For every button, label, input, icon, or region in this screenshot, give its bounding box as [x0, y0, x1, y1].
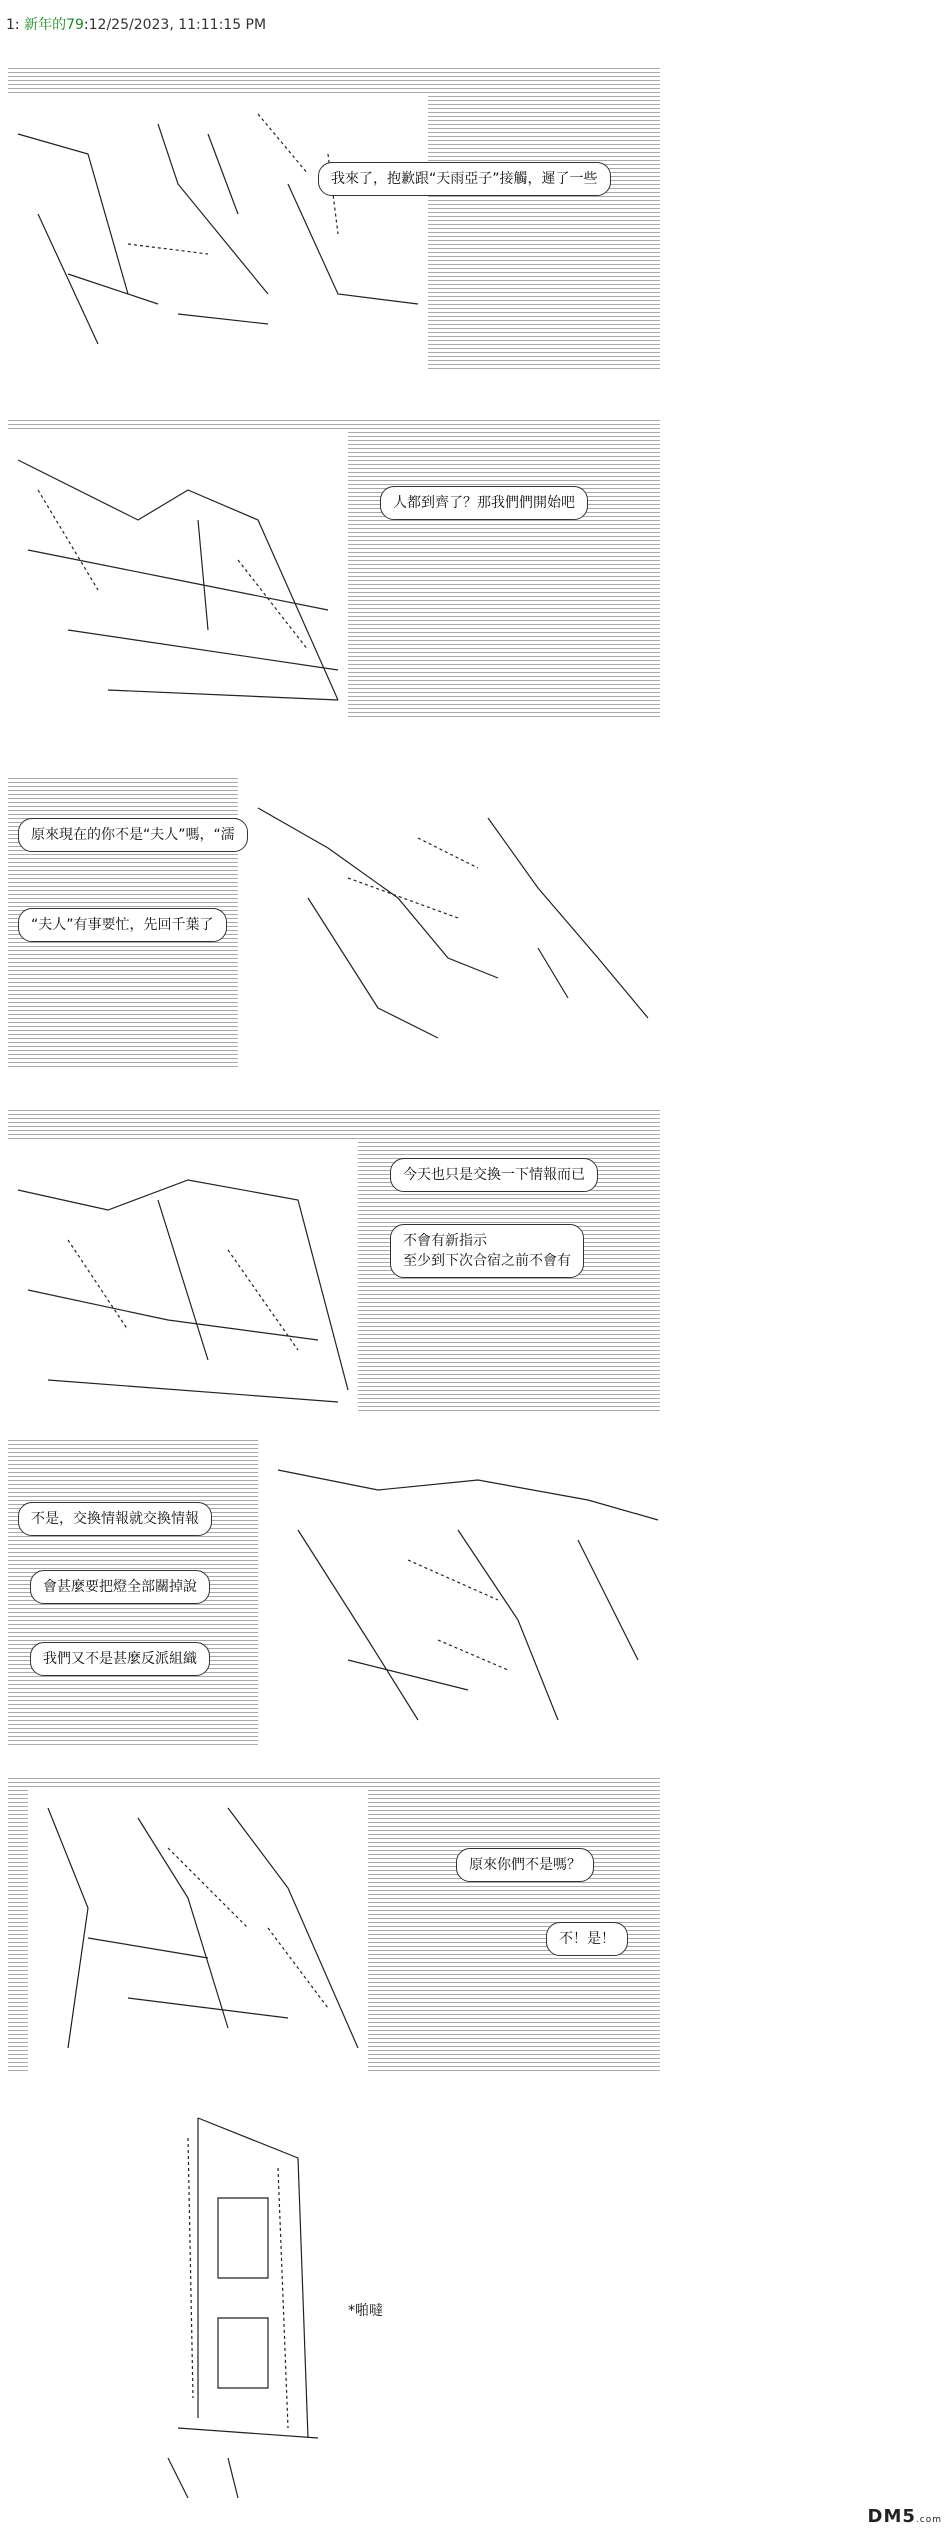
- panel-4: [8, 1110, 660, 1412]
- watermark-text: DM5: [867, 2506, 916, 2527]
- site-watermark: [868, 2506, 942, 2527]
- speech-bubble: [18, 908, 227, 942]
- ascii-art-figure: [8, 1140, 358, 1412]
- bubble-text: 我來了，抱歉跟“天雨亞子”接觸，遲了一些: [331, 171, 598, 187]
- author-name[interactable]: 新年的79: [24, 17, 84, 33]
- panel-1: [8, 68, 660, 370]
- bubble-text: 原來你們不是嗎？: [469, 1857, 581, 1873]
- panel-7: [8, 2098, 660, 2508]
- speech-bubble: [546, 1922, 628, 1956]
- bubble-text: 不是，交換情報就交換情報: [31, 1511, 199, 1527]
- bubble-text: 我們又不是甚麼反派組織: [43, 1651, 197, 1667]
- speech-bubble: [318, 162, 611, 196]
- panel-6: [8, 1778, 660, 2072]
- speech-bubble: [18, 818, 248, 852]
- bubble-text: 人都到齊了？那我們們開始吧: [393, 495, 575, 511]
- bubble-text: 至少到下次合宿之前不會有: [403, 1253, 571, 1269]
- panel-2: [8, 420, 660, 718]
- bubble-text: 會甚麼要把燈全部關掉說: [43, 1579, 197, 1595]
- ascii-art-figure: [8, 94, 428, 370]
- bubble-text: “夫人”有事要忙，先回千葉了: [31, 917, 214, 933]
- ascii-art-figure: [8, 430, 348, 718]
- ascii-art-door: [68, 2098, 368, 2508]
- ascii-art-figure: [28, 1788, 368, 2072]
- panel-3: [8, 778, 660, 1068]
- ascii-art-figure: [258, 1440, 660, 1748]
- ascii-art-figure: [238, 778, 660, 1068]
- bubble-text: 今天也只是交換一下情報而已: [403, 1167, 585, 1183]
- speech-bubble: [390, 1224, 584, 1278]
- panel-5: [8, 1440, 660, 1748]
- speech-bubble: [380, 486, 588, 520]
- post-number: 1: [6, 17, 15, 33]
- bubble-text: 不！是！: [559, 1931, 615, 1947]
- bubble-text: 原來現在的你不是“夫人”嗎，“濡: [31, 827, 235, 843]
- bubble-text: 不會有新指示: [403, 1233, 487, 1249]
- post-date: 12/25/2023, 11:11:15 PM: [88, 17, 267, 33]
- post-header: 1: 新年的79:12/25/2023, 11:11:15 PM: [6, 17, 267, 33]
- speech-bubble: [30, 1642, 210, 1676]
- speech-bubble: [390, 1158, 598, 1192]
- speech-bubble: [18, 1502, 212, 1536]
- sound-effect: *啪噠: [348, 2303, 383, 2319]
- speech-bubble: [456, 1848, 594, 1882]
- speech-bubble: [30, 1570, 210, 1604]
- watermark-suffix: .com: [915, 2515, 942, 2525]
